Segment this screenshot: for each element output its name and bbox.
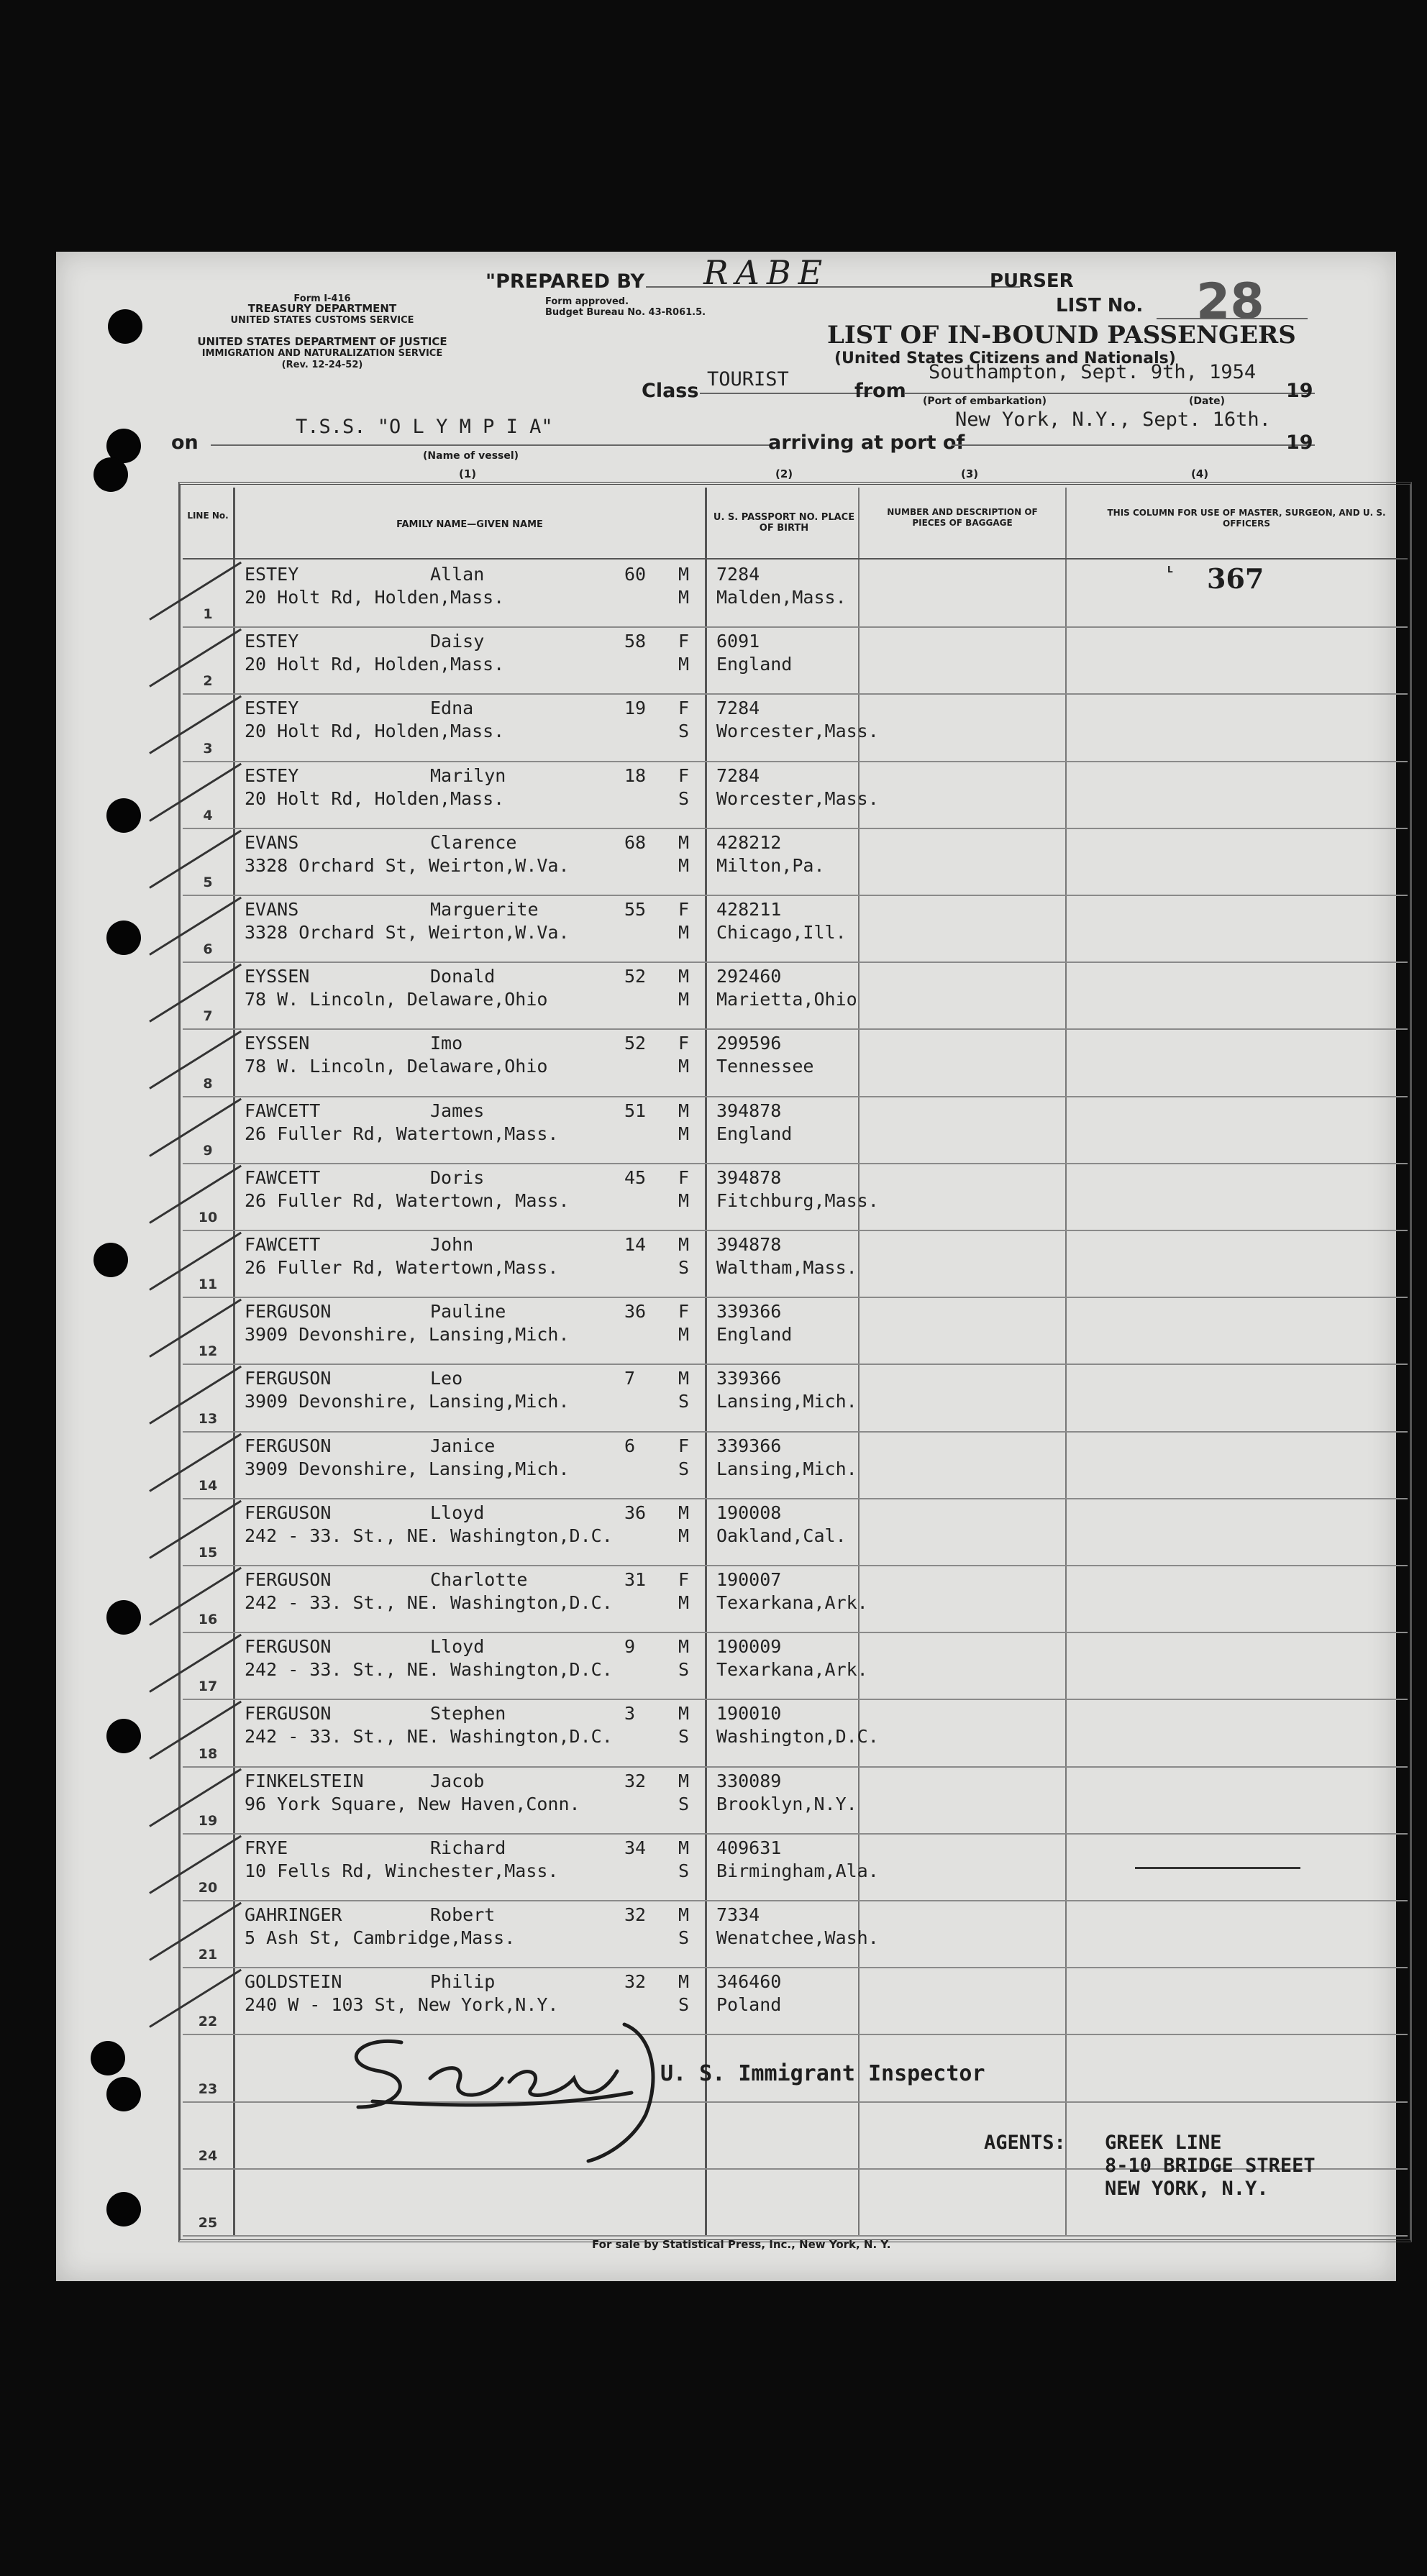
col-num-2: (2): [775, 467, 793, 480]
header-bottom-line: [183, 558, 1408, 559]
col-divider-name: [705, 488, 707, 2237]
list-no-value: 28: [1196, 273, 1264, 330]
sex: M: [678, 1100, 690, 1121]
line-number: 16: [198, 1612, 218, 1627]
row-divider: [183, 626, 1408, 628]
date-caption: (Date): [1189, 396, 1226, 407]
punch-hole: [106, 1600, 141, 1635]
agents-line1: GREEK LINE: [1105, 2132, 1222, 2154]
form-rev: (Rev. 12-24-52): [281, 360, 363, 370]
given-name: Marguerite: [430, 899, 539, 920]
sex: M: [678, 1837, 690, 1858]
given-name: Philip: [430, 1971, 496, 1992]
line-number: 25: [198, 2215, 218, 2231]
from-year-suffix: 19: [1286, 380, 1313, 402]
line-number: 24: [198, 2148, 218, 2164]
purser-label: PURSER: [990, 270, 1074, 292]
line-number: 21: [198, 1947, 218, 1963]
passport-number: 394878: [716, 1100, 782, 1121]
marital-status: S: [678, 1794, 690, 1814]
address: 26 Fuller Rd, Watertown,Mass.: [245, 1257, 559, 1278]
punch-hole: [94, 1243, 128, 1277]
family-name: FAWCETT: [245, 1167, 321, 1188]
birthplace: England: [716, 1324, 793, 1345]
age: 32: [624, 1971, 647, 1992]
list-no-label: LIST No.: [1056, 295, 1144, 316]
given-name: Robert: [430, 1904, 496, 1925]
from-label: from: [854, 380, 906, 402]
family-name: FRYE: [245, 1837, 288, 1858]
punch-hole: [108, 309, 142, 344]
row-divider: [183, 828, 1408, 829]
marital-status: M: [678, 654, 690, 675]
address: 242 - 33. St., NE. Washington,D.C.: [245, 1525, 613, 1546]
sex: F: [678, 631, 690, 652]
line-number: 9: [203, 1143, 213, 1159]
inspector-label: U. S. Immigrant Inspector: [660, 2061, 985, 2086]
line-number: 7: [203, 1008, 213, 1024]
passport-number: 190009: [716, 1636, 782, 1657]
birthplace: Tennessee: [716, 1056, 814, 1077]
address: 96 York Square, New Haven,Conn.: [245, 1794, 580, 1814]
col-divider-passport: [858, 488, 860, 2237]
age: 31: [624, 1569, 647, 1590]
birthplace: Brooklyn,N.Y.: [716, 1794, 857, 1814]
dept-customs: UNITED STATES CUSTOMS SERVICE: [230, 315, 414, 326]
row-divider: [183, 1163, 1408, 1164]
sex: M: [678, 1771, 690, 1791]
sex: F: [678, 1033, 690, 1054]
birthplace: Birmingham,Ala.: [716, 1860, 879, 1881]
line-number: 19: [198, 1813, 218, 1829]
marital-status: S: [678, 1257, 690, 1278]
given-name: Lloyd: [430, 1636, 485, 1657]
passport-number: 409631: [716, 1837, 782, 1858]
age: 52: [624, 966, 647, 987]
line-number: 15: [198, 1545, 218, 1561]
age: 45: [624, 1167, 647, 1188]
given-name: Charlotte: [430, 1569, 528, 1590]
age: 18: [624, 765, 647, 786]
row-divider: [183, 1364, 1408, 1365]
passport-number: 7284: [716, 698, 760, 718]
age: 3: [624, 1703, 636, 1724]
row-divider: [183, 1498, 1408, 1499]
marital-status: M: [678, 855, 690, 876]
marital-status: M: [678, 1056, 690, 1077]
punch-hole: [106, 798, 141, 833]
birthplace: Texarkana,Ark.: [716, 1592, 868, 1613]
dept-treasury: TREASURY DEPARTMENT: [247, 302, 397, 315]
age: 34: [624, 1837, 647, 1858]
punch-hole: [91, 2041, 125, 2075]
address: 242 - 33. St., NE. Washington,D.C.: [245, 1726, 613, 1747]
address: 26 Fuller Rd, Watertown, Mass.: [245, 1190, 570, 1211]
row-divider: [183, 1297, 1408, 1298]
passport-number: 339366: [716, 1301, 782, 1322]
age: 60: [624, 564, 647, 585]
age: 32: [624, 1771, 647, 1791]
birthplace: Poland: [716, 1994, 782, 2015]
sex: M: [678, 1904, 690, 1925]
vessel-caption: (Name of vessel): [423, 450, 519, 462]
family-name: FERGUSON: [245, 1301, 332, 1322]
line-number: 5: [203, 874, 213, 890]
vessel-name: T.S.S. "O L Y M P I A": [296, 416, 553, 438]
birthplace: Texarkana,Ark.: [716, 1659, 868, 1680]
birthplace: Wenatchee,Wash.: [716, 1927, 879, 1948]
form-approved: Form approved.: [545, 296, 629, 307]
marital-status: M: [678, 1123, 690, 1144]
from-underline: [905, 393, 1315, 394]
birthplace: Worcester,Mass.: [716, 788, 879, 809]
row-divider: [183, 2235, 1408, 2237]
passport-number: 330089: [716, 1771, 782, 1791]
sex: M: [678, 1234, 690, 1255]
row-divider: [183, 693, 1408, 695]
family-name: FERGUSON: [245, 1703, 332, 1724]
address: 78 W. Lincoln, Delaware,Ohio: [245, 989, 548, 1010]
passport-number: 339366: [716, 1435, 782, 1456]
family-name: FERGUSON: [245, 1636, 332, 1657]
address: 20 Holt Rd, Holden,Mass.: [245, 654, 505, 675]
marital-status: M: [678, 1592, 690, 1613]
given-name: Richard: [430, 1837, 506, 1858]
line-number: 10: [198, 1210, 218, 1225]
row-divider: [183, 895, 1408, 896]
list-no-underline: [1157, 318, 1308, 319]
family-name: ESTEY: [245, 631, 299, 652]
birthplace: Fitchburg,Mass.: [716, 1190, 879, 1211]
col-header-officers: THIS COLUMN FOR USE OF MASTER, SURGEON, AND U. S. OFFICERS: [1107, 508, 1386, 529]
birthplace: Oakland,Cal.: [716, 1525, 847, 1546]
marital-status: S: [678, 1659, 690, 1680]
age: 32: [624, 1904, 647, 1925]
prepared-by-signature: RABE: [703, 253, 830, 292]
birthplace: Waltham,Mass.: [716, 1257, 857, 1278]
arriving-underline: [952, 444, 1315, 446]
family-name: ESTEY: [245, 564, 299, 585]
given-name: Clarence: [430, 832, 517, 853]
col-header-baggage: NUMBER AND DESCRIPTION OF PIECES OF BAGGAGE: [887, 507, 1038, 528]
marital-status: S: [678, 721, 690, 741]
age: 6: [624, 1435, 636, 1456]
passport-number: 339366: [716, 1368, 782, 1389]
marital-status: S: [678, 1994, 690, 2015]
birthplace: Lansing,Mich.: [716, 1458, 857, 1479]
sex: M: [678, 564, 690, 585]
family-name: ESTEY: [245, 765, 299, 786]
sex: F: [678, 1301, 690, 1322]
col-num-3: (3): [961, 467, 979, 480]
address: 3909 Devonshire, Lansing,Mich.: [245, 1391, 570, 1412]
address: 242 - 33. St., NE. Washington,D.C.: [245, 1592, 613, 1613]
sex: F: [678, 1569, 690, 1590]
line-number: 11: [198, 1276, 218, 1292]
passport-number: 7284: [716, 564, 760, 585]
row-divider: [183, 1967, 1408, 1968]
given-name: Doris: [430, 1167, 485, 1188]
birthplace: England: [716, 654, 793, 675]
family-name: ESTEY: [245, 698, 299, 718]
passport-number: 292460: [716, 966, 782, 987]
given-name: Donald: [430, 966, 496, 987]
passport-number: 7334: [716, 1904, 760, 1925]
line-number: 13: [198, 1411, 218, 1427]
address: 20 Holt Rd, Holden,Mass.: [245, 788, 505, 809]
passport-number: 428211: [716, 899, 782, 920]
punch-hole: [106, 2077, 141, 2111]
row-divider: [183, 1833, 1408, 1835]
class-value: TOURIST: [707, 368, 789, 390]
form-subtitle: (United States Citizens and Nationals): [834, 350, 1176, 367]
sex: M: [678, 1703, 690, 1724]
vessel-underline: [211, 444, 772, 446]
line-number: 4: [203, 808, 213, 823]
address: 240 W - 103 St, New York,N.Y.: [245, 1994, 559, 2015]
address: 26 Fuller Rd, Watertown,Mass.: [245, 1123, 559, 1144]
sex: M: [678, 1971, 690, 1992]
agents-label: AGENTS:: [984, 2132, 1066, 2154]
col-divider-baggage: [1065, 488, 1067, 2237]
family-name: FERGUSON: [245, 1502, 332, 1523]
given-name: Pauline: [430, 1301, 506, 1322]
given-name: Allan: [430, 564, 485, 585]
marital-status: S: [678, 1726, 690, 1747]
line-number: 22: [198, 2014, 218, 2029]
passport-number: 299596: [716, 1033, 782, 1054]
given-name: James: [430, 1100, 485, 1121]
marital-status: S: [678, 788, 690, 809]
address: 10 Fells Rd, Winchester,Mass.: [245, 1860, 559, 1881]
row-divider: [183, 761, 1408, 762]
family-name: GAHRINGER: [245, 1904, 342, 1925]
age: 7: [624, 1368, 636, 1389]
row-divider: [183, 1230, 1408, 1231]
punch-hole: [106, 921, 141, 955]
address: 20 Holt Rd, Holden,Mass.: [245, 721, 505, 741]
family-name: EVANS: [245, 899, 299, 920]
given-name: Jacob: [430, 1771, 485, 1791]
agents-line2: 8-10 BRIDGE STREET: [1105, 2155, 1316, 2177]
given-name: Imo: [430, 1033, 463, 1054]
address: 5 Ash St, Cambridge,Mass.: [245, 1927, 516, 1948]
birthplace: Malden,Mass.: [716, 587, 847, 608]
age: 36: [624, 1301, 647, 1322]
passport-number: 394878: [716, 1234, 782, 1255]
family-name: GOLDSTEIN: [245, 1971, 342, 1992]
age: 58: [624, 631, 647, 652]
passport-number: 7284: [716, 765, 760, 786]
class-label: Class: [642, 380, 699, 402]
birthplace: Washington,D.C.: [716, 1726, 879, 1747]
family-name: FINKELSTEIN: [245, 1771, 364, 1791]
budget-number: Budget Bureau No. 43-R061.5.: [545, 307, 706, 318]
birthplace: Chicago,Ill.: [716, 922, 847, 943]
line-number: 14: [198, 1478, 218, 1494]
line-number: 6: [203, 941, 213, 957]
line-number: 8: [203, 1076, 213, 1092]
row-divider: [183, 1431, 1408, 1433]
address: 242 - 33. St., NE. Washington,D.C.: [245, 1659, 613, 1680]
prepared-by-label: "PREPARED BY: [485, 270, 644, 293]
sex: M: [678, 832, 690, 853]
passport-number: 190007: [716, 1569, 782, 1590]
age: 51: [624, 1100, 647, 1121]
col-header-line-no: LINE No.: [187, 511, 229, 521]
marital-status: M: [678, 587, 690, 608]
birthplace: England: [716, 1123, 793, 1144]
passenger-table: [178, 482, 1412, 2242]
address: 20 Holt Rd, Holden,Mass.: [245, 587, 505, 608]
agents-line3: NEW YORK, N.Y.: [1105, 2178, 1269, 2200]
embark-caption: (Port of embarkation): [923, 396, 1047, 407]
from-value: Southampton, Sept. 9th, 1954: [929, 361, 1257, 383]
age: 52: [624, 1033, 647, 1054]
row-divider: [183, 1632, 1408, 1633]
passport-number: 190008: [716, 1502, 782, 1523]
birthplace: Worcester,Mass.: [716, 721, 879, 741]
family-name: FAWCETT: [245, 1100, 321, 1121]
sex: M: [678, 1368, 690, 1389]
line-number: 18: [198, 1746, 218, 1762]
address: 3328 Orchard St, Weirton,W.Va.: [245, 922, 570, 943]
marital-status: S: [678, 1927, 690, 1948]
class-underline: [700, 393, 872, 394]
row-divider: [183, 1766, 1408, 1768]
col-num-4: (4): [1191, 467, 1209, 480]
age: 19: [624, 698, 647, 718]
officer-mark: 367: [1207, 562, 1264, 595]
address: 3909 Devonshire, Lansing,Mich.: [245, 1458, 570, 1479]
sex: F: [678, 698, 690, 718]
dept-justice: UNITED STATES DEPARTMENT OF JUSTICE: [197, 335, 447, 348]
passport-number: 190010: [716, 1703, 782, 1724]
sex: F: [678, 765, 690, 786]
col-header-passport: U. S. PASSPORT NO. PLACE OF BIRTH: [713, 512, 855, 534]
line-number: 2: [203, 673, 213, 689]
line-number: 12: [198, 1343, 218, 1359]
prepared-by-underline: [646, 286, 1020, 288]
line-number: 20: [198, 1880, 218, 1896]
family-name: FAWCETT: [245, 1234, 321, 1255]
marital-status: M: [678, 1324, 690, 1345]
line-number: 23: [198, 2081, 218, 2097]
form-number: Form I-416: [293, 293, 351, 304]
manifest-sheet: [56, 252, 1396, 2281]
passport-number: 346460: [716, 1971, 782, 1992]
address: 78 W. Lincoln, Delaware,Ohio: [245, 1056, 548, 1077]
given-name: John: [430, 1234, 474, 1255]
punch-hole: [94, 457, 128, 492]
passport-number: 394878: [716, 1167, 782, 1188]
footer-printer: For sale by Statistical Press, Inc., New York, N. Y.: [592, 2238, 891, 2251]
inspector-signature: [315, 2021, 747, 2165]
given-name: Leo: [430, 1368, 463, 1389]
marital-status: M: [678, 1525, 690, 1546]
family-name: FERGUSON: [245, 1569, 332, 1590]
age: 68: [624, 832, 647, 853]
marital-status: S: [678, 1860, 690, 1881]
passport-number: 6091: [716, 631, 760, 652]
punch-hole: [106, 2192, 141, 2226]
given-name: Daisy: [430, 631, 485, 652]
given-name: Janice: [430, 1435, 496, 1456]
sex: M: [678, 966, 690, 987]
row-divider: [183, 1699, 1408, 1700]
family-name: EYSSEN: [245, 1033, 310, 1054]
marital-status: M: [678, 922, 690, 943]
marital-status: S: [678, 1458, 690, 1479]
punch-hole: [106, 1719, 141, 1753]
officer-stroke: [1135, 1867, 1300, 1869]
given-name: Marilyn: [430, 765, 506, 786]
given-name: Lloyd: [430, 1502, 485, 1523]
arriving-year-suffix: 19: [1286, 431, 1313, 454]
arriving-value: New York, N.Y., Sept. 16th.: [955, 408, 1271, 431]
row-divider: [183, 1028, 1408, 1030]
sex: M: [678, 1636, 690, 1657]
given-name: Edna: [430, 698, 474, 718]
line-number: 3: [203, 741, 213, 757]
family-name: EVANS: [245, 832, 299, 853]
col-num-1: (1): [459, 467, 477, 480]
col-header-name: FAMILY NAME—GIVEN NAME: [396, 519, 543, 530]
row-divider: [183, 1900, 1408, 1901]
row-divider: [183, 962, 1408, 963]
line-number: 1: [203, 606, 213, 622]
birthplace: Marietta,Ohio: [716, 989, 857, 1010]
address: 3909 Devonshire, Lansing,Mich.: [245, 1324, 570, 1345]
age: 55: [624, 899, 647, 920]
age: 14: [624, 1234, 647, 1255]
age: 36: [624, 1502, 647, 1523]
arriving-label: arriving at port of: [768, 431, 965, 454]
birthplace: Milton,Pa.: [716, 855, 825, 876]
on-label: on: [171, 431, 199, 454]
marital-status: S: [678, 1391, 690, 1412]
birthplace: Lansing,Mich.: [716, 1391, 857, 1412]
sex: M: [678, 1502, 690, 1523]
sex: F: [678, 1435, 690, 1456]
sex: F: [678, 899, 690, 920]
marital-status: M: [678, 1190, 690, 1211]
age: 9: [624, 1636, 636, 1657]
form-title: LIST OF IN-BOUND PASSENGERS: [827, 321, 1296, 350]
family-name: FERGUSON: [245, 1435, 332, 1456]
sex: F: [678, 1167, 690, 1188]
line-number: 17: [198, 1678, 218, 1694]
marital-status: M: [678, 989, 690, 1010]
officer-bracket: L: [1167, 565, 1173, 575]
row-divider: [183, 1565, 1408, 1566]
row-divider: [183, 1096, 1408, 1097]
family-name: FERGUSON: [245, 1368, 332, 1389]
address: 3328 Orchard St, Weirton,W.Va.: [245, 855, 570, 876]
family-name: EYSSEN: [245, 966, 310, 987]
dept-immigration: IMMIGRATION AND NATURALIZATION SERVICE: [201, 348, 443, 359]
passport-number: 428212: [716, 832, 782, 853]
given-name: Stephen: [430, 1703, 506, 1724]
